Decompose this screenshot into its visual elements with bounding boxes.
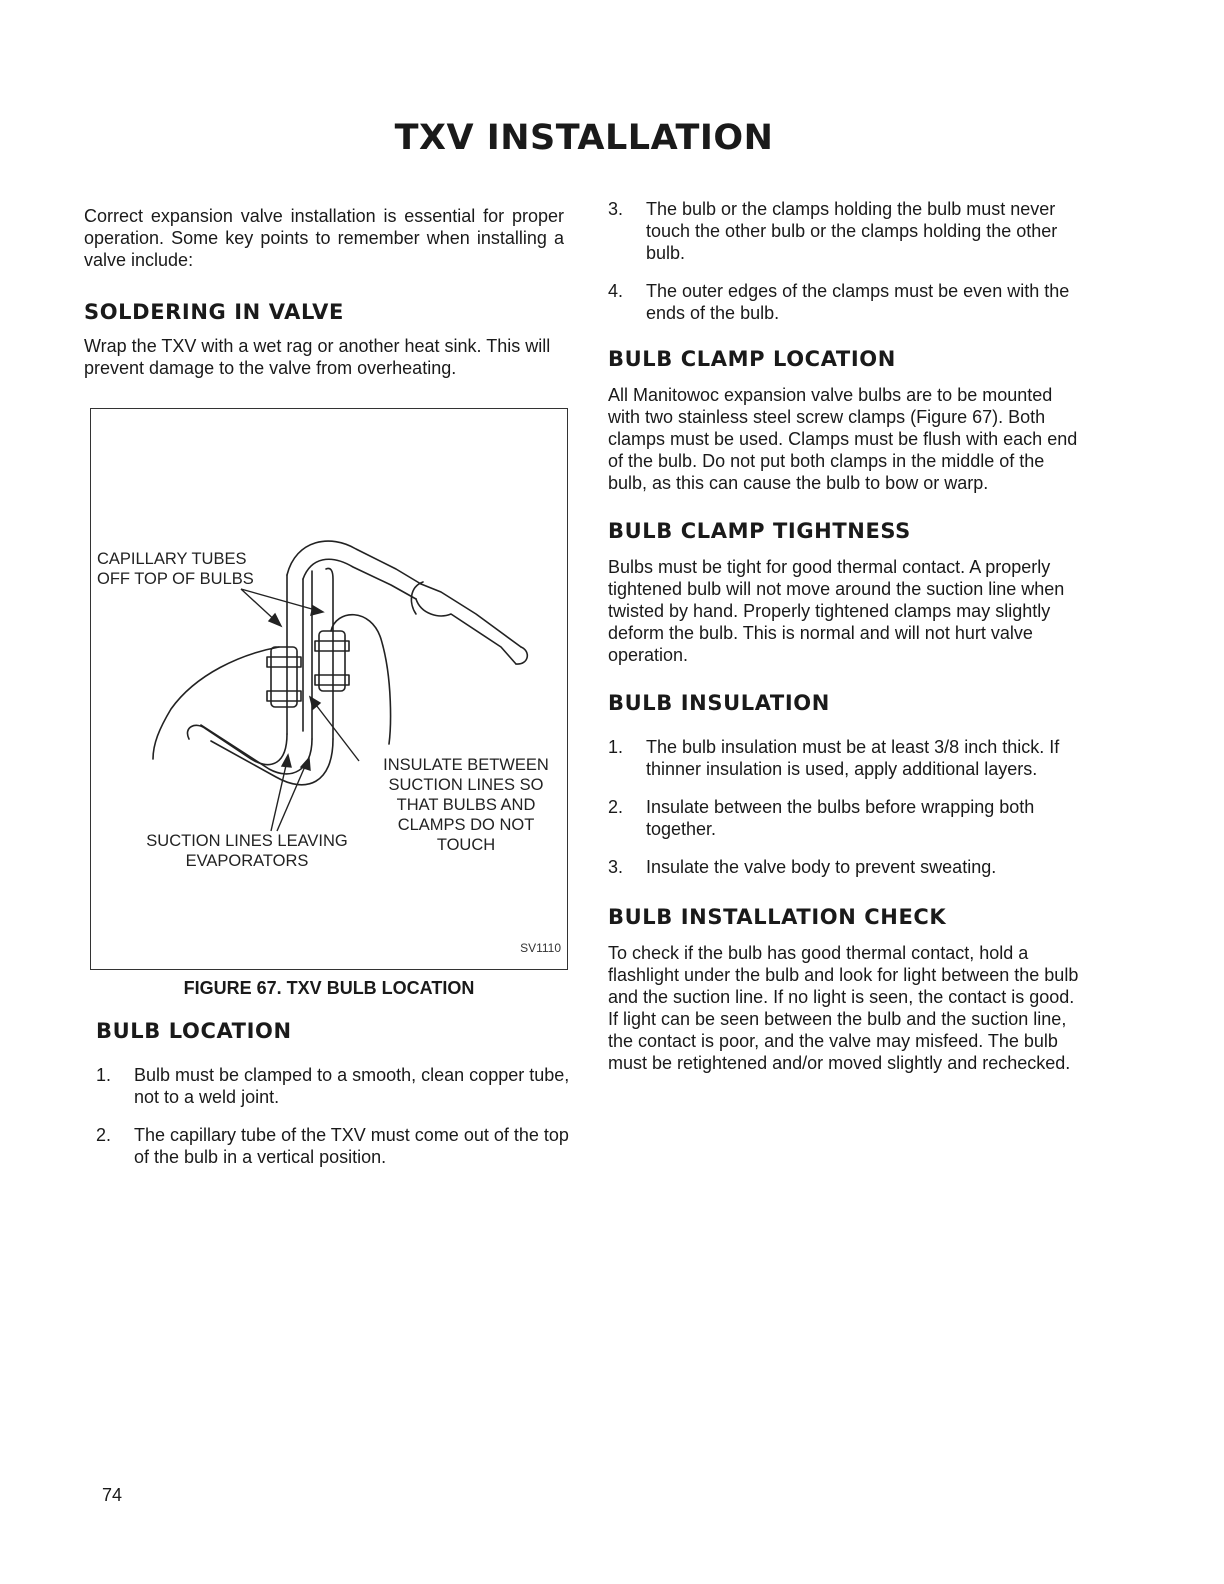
upper-suction-line-bottom — [303, 559, 416, 599]
list-number: 3. — [608, 199, 624, 219]
list-number: 2. — [608, 797, 624, 817]
insulate-between-label: INSULATE BETWEEN SUCTION LINES SO THAT BULBS AND CLAMPS DO NOT TOUCH — [383, 756, 549, 854]
list-text: Insulate the valve body to prevent sweating. — [646, 857, 997, 877]
lower-suction-line-bottom — [211, 739, 333, 785]
suction-lines-label: SUCTION LINES LEAVING EVAPORATORS — [146, 832, 348, 870]
right-vertical-tube-inner — [326, 568, 333, 739]
left-capillary-tube — [153, 647, 279, 759]
lower-suction-line-top — [187, 725, 287, 764]
list-number: 4. — [608, 281, 624, 301]
right-bulb-clamp-top — [315, 641, 349, 651]
list-item — [608, 736, 1088, 780]
list-text: The capillary tube of the TXV must come out of the top of the bulb in a vertical position. — [134, 1125, 569, 1167]
bulb-location-list — [96, 1064, 576, 1168]
list-number: 2. — [96, 1125, 112, 1145]
clamp-tightness-text: Bulbs must be tight for good thermal contact. A properly tightened bulb will not move around the suction line when twisted by hand. Properly tightened clamps may slightly deform the bulb. This is normal and will not hurt valve operation. — [608, 557, 1065, 665]
upper-suction-line-top — [287, 541, 421, 584]
insulation-list — [608, 736, 1088, 878]
list-text: Bulb must be clamped to a smooth, clean copper tube, not to a weld joint. — [134, 1065, 570, 1107]
left-column — [84, 205, 564, 379]
list-number: 3. — [608, 857, 624, 877]
list-text: The bulb insulation must be at least 3/8 inch thick. If thinner insulation is used, apply additional layers. — [646, 737, 1060, 779]
intro-paragraph: Correct expansion valve installation is essential for proper operation. Some key points to remember when installing a valve include: — [84, 206, 564, 270]
right-bulb-clamp-bottom — [315, 675, 349, 685]
list-item — [96, 1064, 576, 1108]
list-text: The bulb or the clamps holding the bulb must never touch the other bulb or the clamps holding the other bulb. — [646, 199, 1058, 263]
page-title: TXV INSTALLATION — [394, 118, 774, 158]
installation-check-heading: BULB INSTALLATION CHECK — [608, 905, 947, 929]
list-text: Insulate between the bulbs before wrapping both together. — [646, 797, 1035, 839]
figure-67 — [90, 408, 568, 970]
capillary-tubes-label: CAPILLARY TUBES OFF TOP OF BULBS — [97, 550, 254, 588]
list-text: The outer edges of the clamps must be even with the ends of the bulb. — [646, 281, 1070, 323]
right-capillary-tube — [331, 615, 391, 744]
bulb-location-list-continued — [608, 198, 1088, 324]
left-bulb-clamp-bottom — [267, 691, 301, 701]
list-item — [608, 796, 1088, 840]
left-bulb-clamp-top — [267, 657, 301, 667]
page-number: 74 — [102, 1485, 123, 1505]
list-number: 1. — [608, 737, 624, 757]
list-item — [608, 280, 1088, 324]
list-item — [608, 856, 1088, 878]
bulb-location-heading: BULB LOCATION — [96, 1019, 292, 1043]
pipe-end — [516, 647, 527, 664]
list-item — [96, 1124, 576, 1168]
left-bulb — [271, 647, 297, 707]
right-column — [608, 198, 1088, 1074]
bulb-location-section — [96, 1020, 576, 1168]
clamp-tightness-heading: BULB CLAMP TIGHTNESS — [608, 519, 911, 543]
list-item — [608, 198, 1088, 264]
insulation-heading: BULB INSULATION — [608, 691, 830, 715]
list-number: 1. — [96, 1065, 112, 1085]
txv-bulb-diagram — [91, 409, 569, 971]
clamp-location-text: All Manitowoc expansion valve bulbs are to be mounted with two stainless steel screw clamps (Figure 67). Both clamps must be used. Clamps must be flush with each end of the bulb. Do not put both clamps in the middle of the bulb, as this can cause the bulb to bow or warp. — [608, 385, 1078, 493]
clamp-location-heading: BULB CLAMP LOCATION — [608, 347, 896, 371]
figure-caption: FIGURE 67. TXV BULB LOCATION — [183, 978, 475, 998]
soldering-text: Wrap the TXV with a wet rag or another heat sink. This will prevent damage to the valve from overheating. — [84, 336, 551, 378]
soldering-heading: SOLDERING IN VALVE — [84, 300, 344, 324]
right-bulb — [319, 631, 345, 691]
figure-code: SV1110 — [520, 941, 561, 955]
installation-check-text: To check if the bulb has good thermal contact, hold a flashlight under the bulb and look for light between the bulb and the suction line. If no light is seen, the contact is good. If light can be seen between the bulb and the suction line, the contact is poor, and the valve may misfeed. The bulb must be retightened and/or moved slightly and rechecked. — [608, 943, 1079, 1073]
